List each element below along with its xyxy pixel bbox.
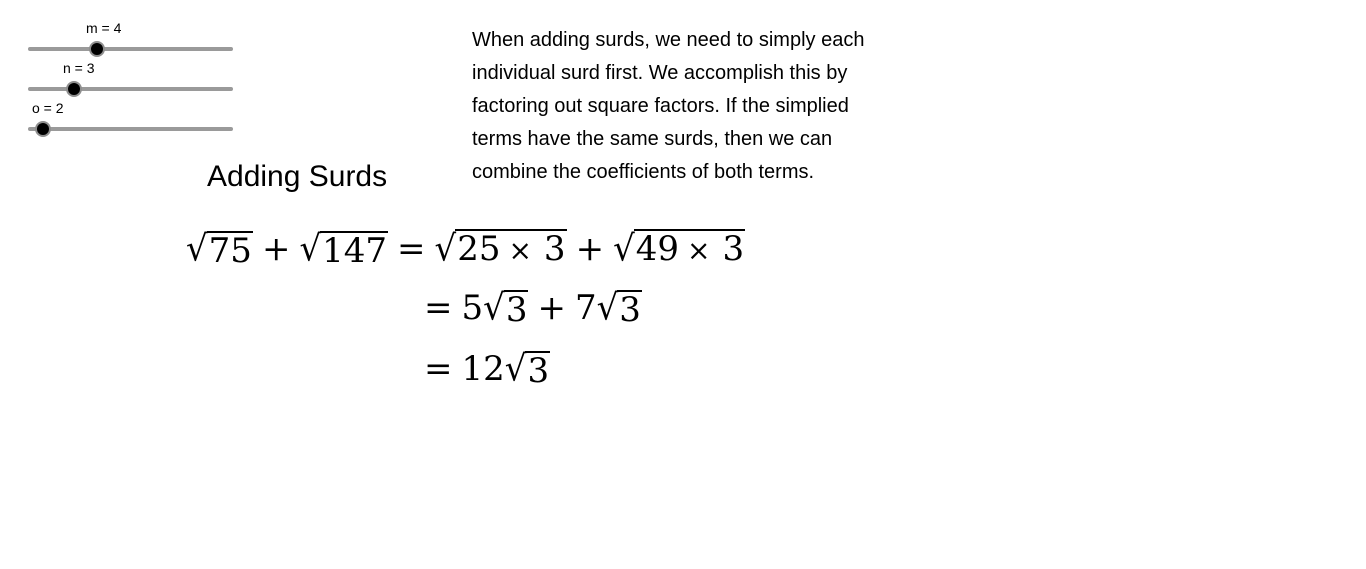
description-line: When adding surds, we need to simply each xyxy=(472,29,865,51)
radical-icon: √ xyxy=(299,228,322,270)
description-text xyxy=(472,24,932,189)
slider-n-knob[interactable] xyxy=(66,81,82,97)
slider-m-label: m = 4 xyxy=(86,20,122,36)
equation-line-1 xyxy=(186,229,745,269)
equation-line-3 xyxy=(415,349,550,389)
times-sign: × xyxy=(508,234,532,267)
coefficient-12: 12 xyxy=(461,349,505,389)
slider-n-track[interactable] xyxy=(28,87,233,91)
slider-o-knob[interactable] xyxy=(35,121,51,137)
surd-3: √ 3 xyxy=(504,348,550,391)
times-sign: × xyxy=(687,234,711,267)
radical-icon: √ xyxy=(613,228,635,270)
coefficient-5: 5 xyxy=(461,288,484,328)
description-line: combine the coefficients of both terms. xyxy=(472,161,815,183)
equals-sign: = xyxy=(424,349,453,389)
surd-3: √ 3 xyxy=(483,287,528,330)
slider-m-track[interactable] xyxy=(28,47,233,51)
slider-o-label: o = 2 xyxy=(32,100,64,116)
radical-icon: √ xyxy=(434,228,457,270)
surd-147: √ 147 xyxy=(299,228,388,271)
equation-line-2 xyxy=(415,288,642,328)
radical-icon: √ xyxy=(504,348,527,390)
surd-49-times-3: √ 49 × 3 xyxy=(613,228,745,270)
equals-sign: = xyxy=(397,229,426,269)
plus-sign: + xyxy=(537,288,566,328)
slider-m-knob[interactable] xyxy=(89,41,105,57)
description-line: factoring out square factors. If the simplied xyxy=(472,95,849,117)
surd-75: √ 75 xyxy=(186,228,252,271)
slider-n-label: n = 3 xyxy=(63,60,95,76)
radical-icon: √ xyxy=(596,287,619,329)
plus-sign: + xyxy=(575,229,605,269)
page-title: Adding Surds xyxy=(207,160,388,193)
slider-o-track[interactable] xyxy=(28,127,233,131)
description-line: terms have the same surds, then we can xyxy=(472,128,833,150)
description-line: individual surd first. We accomplish this by xyxy=(472,62,848,84)
plus-sign: + xyxy=(261,229,291,269)
radical-icon: √ xyxy=(483,287,505,329)
radical-icon: √ xyxy=(186,228,208,270)
surd-25-times-3: √ 25 × 3 xyxy=(434,228,566,270)
equals-sign: = xyxy=(424,288,453,328)
coefficient-7: 7 xyxy=(574,288,597,328)
surd-3: √ 3 xyxy=(596,287,641,330)
